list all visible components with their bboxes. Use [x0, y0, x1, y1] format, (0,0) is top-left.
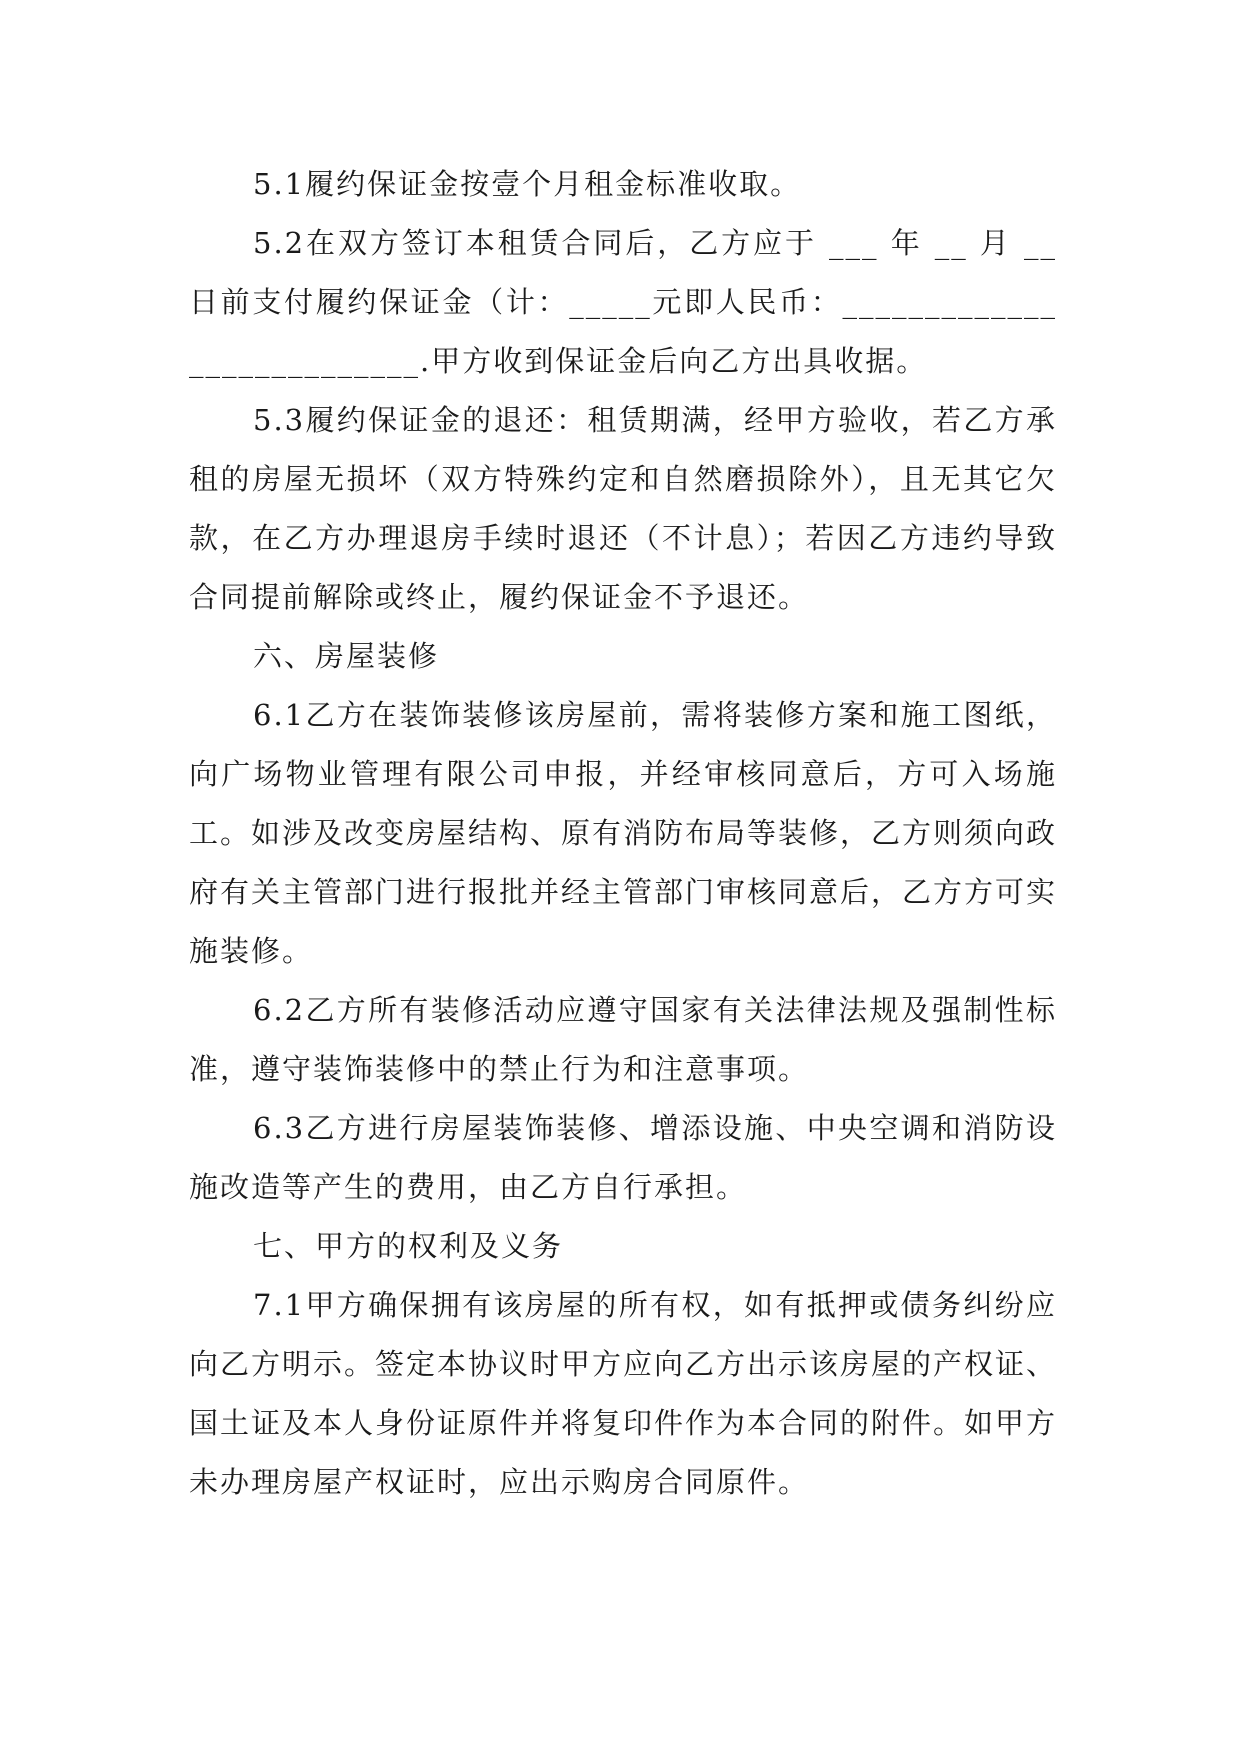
clause-6-1: 6.1乙方在装饰装修该房屋前，需将装修方案和施工图纸，向广场物业管理有限公司申报，并经审核同意后，方可入场施工。如涉及改变房屋结构、原有消防布局等装修，乙方则须向政府有关主管部门进行报批并经主管部门审核同意后，乙方方可实施装修。	[189, 698, 1058, 968]
clause-5-2: 5.2在双方签订本租赁合同后，乙方应于 ___ 年 __ 月 __ 日前支付履约保证金（计：_____元即人民币：___________________________.甲方收到保证金后向乙方出具收据。	[189, 226, 1057, 378]
clause-5-3: 5.3履约保证金的退还：租赁期满，经甲方验收，若乙方承租的房屋无损坏（双方特殊约定和自然磨损除外），且无其它欠款，在乙方办理退房手续时退还（不计息）；若因乙方违约导致合同提前解除或终止，履约保证金不予退还。	[189, 403, 1057, 614]
clause-5-1: 5.1履约保证金按壹个月租金标准收取。	[253, 167, 802, 201]
clause-6-2: 6.2乙方所有装修活动应遵守国家有关法律法规及强制性标准，遵守装饰装修中的禁止行为和注意事项。	[189, 993, 1057, 1086]
clause-7-1: 7.1甲方确保拥有该房屋的所有权，如有抵押或债务纠纷应向乙方明示。签定本协议时甲方应向乙方出示该房屋的产权证、国土证及本人身份证原件并将复印件作为本合同的附件。如甲方未办理房屋产权证时，应出示购房合同原件。	[189, 1288, 1058, 1499]
clause-6-3: 6.3乙方进行房屋装饰装修、增添设施、中央空调和消防设施改造等产生的费用，由乙方自行承担。	[189, 1111, 1057, 1204]
document-body	[189, 155, 1057, 1512]
section-heading-7: 七、甲方的权利及义务	[253, 1229, 564, 1263]
section-heading-6: 六、房屋装修	[253, 639, 440, 673]
